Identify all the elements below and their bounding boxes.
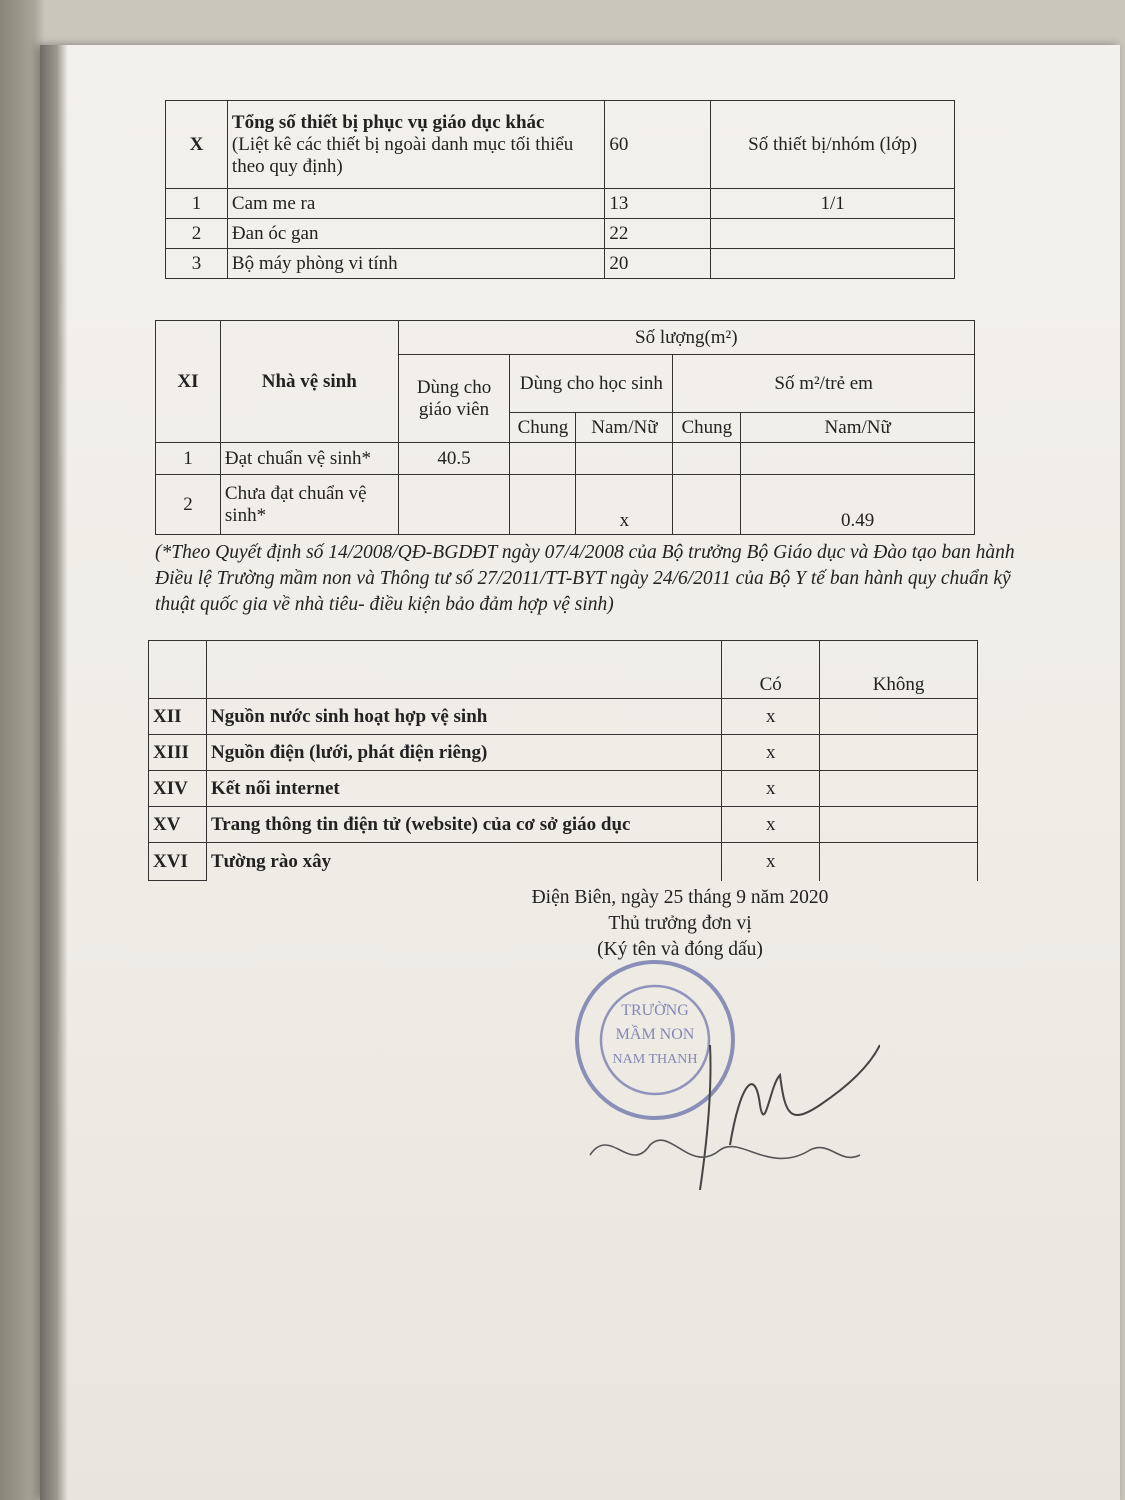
equipment-table (165, 100, 955, 279)
section-x-unit-header: Số thiết bị/nhóm (lớp) (711, 101, 955, 189)
equipment-ratio (711, 249, 955, 279)
utility-yes: x (722, 699, 820, 735)
document-page (40, 45, 1120, 1500)
student-chung-value (510, 443, 576, 475)
teacher-value (398, 475, 510, 535)
student-namnu-header: Nam/Nữ (576, 413, 673, 443)
utility-name: Trang thông tin điện tử (website) của cơ sở giáo dục (206, 807, 721, 843)
student-header: Dùng cho học sinh (510, 355, 673, 413)
row-number: 1 (156, 443, 221, 475)
section-x-number: X (166, 101, 228, 189)
table-row (166, 189, 955, 219)
row-number: XII (149, 699, 207, 735)
sign-instruction: (Ký tên và đóng dấu) (597, 939, 763, 960)
equipment-name: Đan óc gan (227, 219, 604, 249)
row-number: XIII (149, 735, 207, 771)
row-number: 3 (166, 249, 228, 279)
utility-yes: x (722, 807, 820, 843)
utility-no (820, 843, 978, 881)
utilities-table (148, 640, 978, 881)
handwritten-signature-icon (580, 1025, 880, 1195)
table-row (156, 475, 975, 535)
equipment-qty: 13 (605, 189, 711, 219)
student-chung-value (510, 475, 576, 535)
qty-header: Số lượng(m²) (398, 321, 974, 355)
utility-yes: x (722, 843, 820, 881)
utility-no (820, 699, 978, 735)
section-x-subtitle: (Liệt kê các thiết bị ngoài danh mục tối thiểu theo quy định) (231, 133, 574, 177)
row-number: 2 (166, 219, 228, 249)
table-row (166, 249, 955, 279)
per-child-chung-header: Chung (673, 413, 741, 443)
utilities-blank-name (206, 641, 721, 699)
section-x-total: 60 (605, 101, 711, 189)
section-xi-number: XI (156, 321, 221, 443)
per-child-chung-value (673, 475, 741, 535)
utility-no (820, 771, 978, 807)
yes-header: Có (722, 641, 820, 699)
section-x-title-cell (227, 101, 604, 189)
row-number: XVI (149, 843, 207, 881)
section-x-title: Tổng số thiết bị phục vụ giáo dục khác (231, 111, 545, 133)
equipment-qty: 20 (605, 249, 711, 279)
utility-yes: x (722, 771, 820, 807)
utility-name: Tường rào xây (206, 843, 721, 881)
row-number: 1 (166, 189, 228, 219)
equipment-qty: 22 (605, 219, 711, 249)
per-child-namnu-value: 0.49 (741, 475, 975, 535)
equipment-ratio (711, 219, 955, 249)
utility-name: Nguồn điện (lưới, phát điện riêng) (206, 735, 721, 771)
equipment-name: Bộ máy phòng vi tính (227, 249, 604, 279)
utility-no (820, 807, 978, 843)
date-line: Điện Biên, ngày 25 tháng 9 năm 2020 (531, 887, 829, 908)
row-number: 2 (156, 475, 221, 535)
restroom-name: Đạt chuẩn vệ sinh* (220, 443, 398, 475)
restroom-name: Chưa đạt chuẩn vệ sinh* (220, 475, 398, 535)
equipment-name: Cam me ra (227, 189, 604, 219)
teacher-header: Dùng cho giáo viên (398, 355, 510, 443)
per-child-header: Số m²/trẻ em (673, 355, 975, 413)
equipment-ratio: 1/1 (711, 189, 955, 219)
no-header: Không (820, 641, 978, 699)
signature-block (490, 885, 870, 963)
utility-yes: x (722, 735, 820, 771)
utility-name: Kết nối internet (206, 771, 721, 807)
section-xi-title: Nhà vệ sinh (220, 321, 398, 443)
svg-text:TRƯỜNG: TRƯỜNG (621, 1002, 689, 1019)
svg-text:MẦM NON: MẦM NON (615, 1026, 695, 1043)
student-namnu-value: x (576, 475, 673, 535)
teacher-value: 40.5 (398, 443, 510, 475)
row-number: XV (149, 807, 207, 843)
student-namnu-value (576, 443, 673, 475)
utility-no (820, 735, 978, 771)
per-child-namnu-header: Nam/Nữ (741, 413, 975, 443)
table-row (156, 443, 975, 475)
svg-text:NAM THANH: NAM THANH (612, 1052, 698, 1067)
table-row (149, 807, 978, 843)
row-number: XIV (149, 771, 207, 807)
footnote: (*Theo Quyết định số 14/2008/QĐ-BGDĐT ngày 07/4/2008 của Bộ trưởng Bộ Giáo dục và Đào tạo ban hành Điều lệ Trường mầm non và Thông tư số 27/2011/TT-BYT ngày 24/6/2011 của Bộ Y tế ban hành quy chuẩn kỹ thuật quốc gia về nhà tiêu- điều kiện bảo đảm hợp vệ sinh) (155, 542, 1015, 615)
utility-name: Nguồn nước sinh hoạt hợp vệ sinh (206, 699, 721, 735)
per-child-chung-value (673, 443, 741, 475)
utilities-blank-num (149, 641, 207, 699)
table-row (149, 843, 978, 881)
table-row (166, 219, 955, 249)
table-row (149, 771, 978, 807)
table-row (149, 735, 978, 771)
student-chung-header: Chung (510, 413, 576, 443)
per-child-namnu-value (741, 443, 975, 475)
signer-role: Thủ trưởng đơn vị (608, 913, 752, 934)
table-row (149, 699, 978, 735)
restroom-table (155, 320, 975, 535)
